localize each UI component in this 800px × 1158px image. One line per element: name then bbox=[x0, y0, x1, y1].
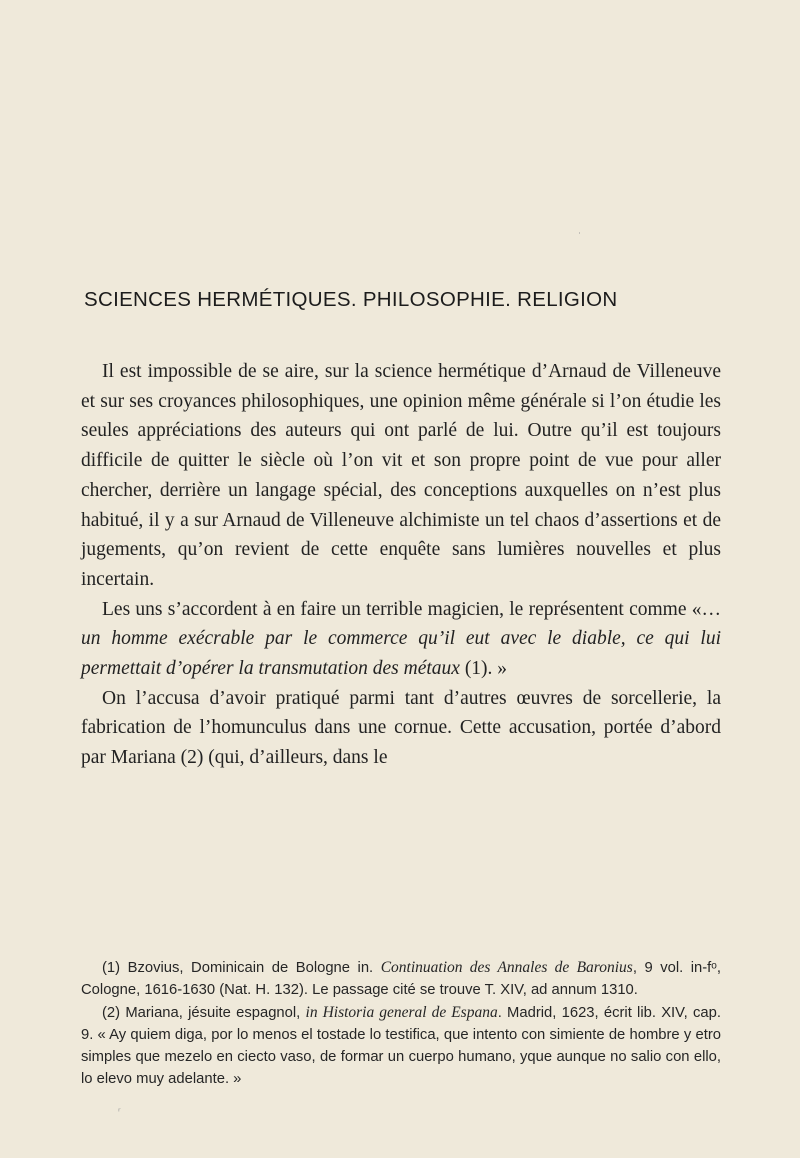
chapter-heading: SCIENCES HERMÉTIQUES. PHILOSOPHIE. RELIGION bbox=[84, 288, 618, 311]
text-run: (1) Bzovius, Dominicain de Bologne in. bbox=[102, 960, 381, 976]
italic-run: Continuation des Annales de Baronius bbox=[380, 959, 633, 976]
body-text bbox=[81, 357, 721, 773]
text-run: Il est impossible de se aire, sur la science hermétique d’Arnaud de Villeneuve et sur ses croyances philosophiques, une opinion même générale si l’on étudie les seules appréciations des auteurs qui ont parlé de lui. Outre qu’il est toujours difficile de quitter le siècle où l’on vit et son propre point de vue pour aller chercher, derrière un langage spécial, des conceptions auxquelles on n’est plus habitué, il y a sur Arnaud de Villeneuve alchimiste un tel chaos d’assertions et de jugements, qu’on revient de cette enquête sans lumières nouvelles et plus incertain. bbox=[81, 361, 721, 590]
text-run: . Madrid, 1623, écrit lib. XIV, cap. 9. « Ay quiem diga, por lo menos el tostade lo testifica, que intento con simiente de hombre y etro simples que mezelo en ciecto vaso, de formar un cuerpo humano, yque aunque no salio con ello, lo elevo muy adelante. » bbox=[81, 1004, 721, 1088]
text-run: (2) Mariana, jésuite espagnol, bbox=[102, 1004, 306, 1021]
speck-mark: ʳ bbox=[118, 1107, 121, 1118]
footnote bbox=[81, 1002, 721, 1091]
text-run: Les uns s’accordent à en faire un terrible magicien, le représentent comme «… bbox=[102, 598, 721, 620]
italic-run: un homme exécrable par le commerce qu’il eut avec le diable, ce qui lui permettait d’opérer la transmutation des métaux bbox=[81, 628, 721, 680]
italic-run: in Historia general de Espana bbox=[305, 1003, 498, 1021]
text-run: On l’accusa d’avoir pratiqué parmi tant d’autres œuvres de sorcellerie, la fabrication de l’homunculus dans une cornue. Cette accusation, portée d’abord par Mariana (2) (qui, d’ailleurs, dans le bbox=[81, 687, 721, 769]
paragraph bbox=[81, 595, 721, 684]
paragraph bbox=[81, 357, 721, 595]
text-run: , 9 vol. in-fᵒ, Cologne, 1616-1630 (Nat. H. 132). Le passage cité se trouve T. XIV, ad annum 1310. bbox=[81, 960, 721, 999]
footnote bbox=[81, 957, 721, 1002]
text-run: (1). » bbox=[459, 658, 508, 680]
footnotes bbox=[81, 957, 721, 1091]
paragraph bbox=[81, 684, 721, 773]
speck-mark: ˙ bbox=[577, 232, 582, 243]
